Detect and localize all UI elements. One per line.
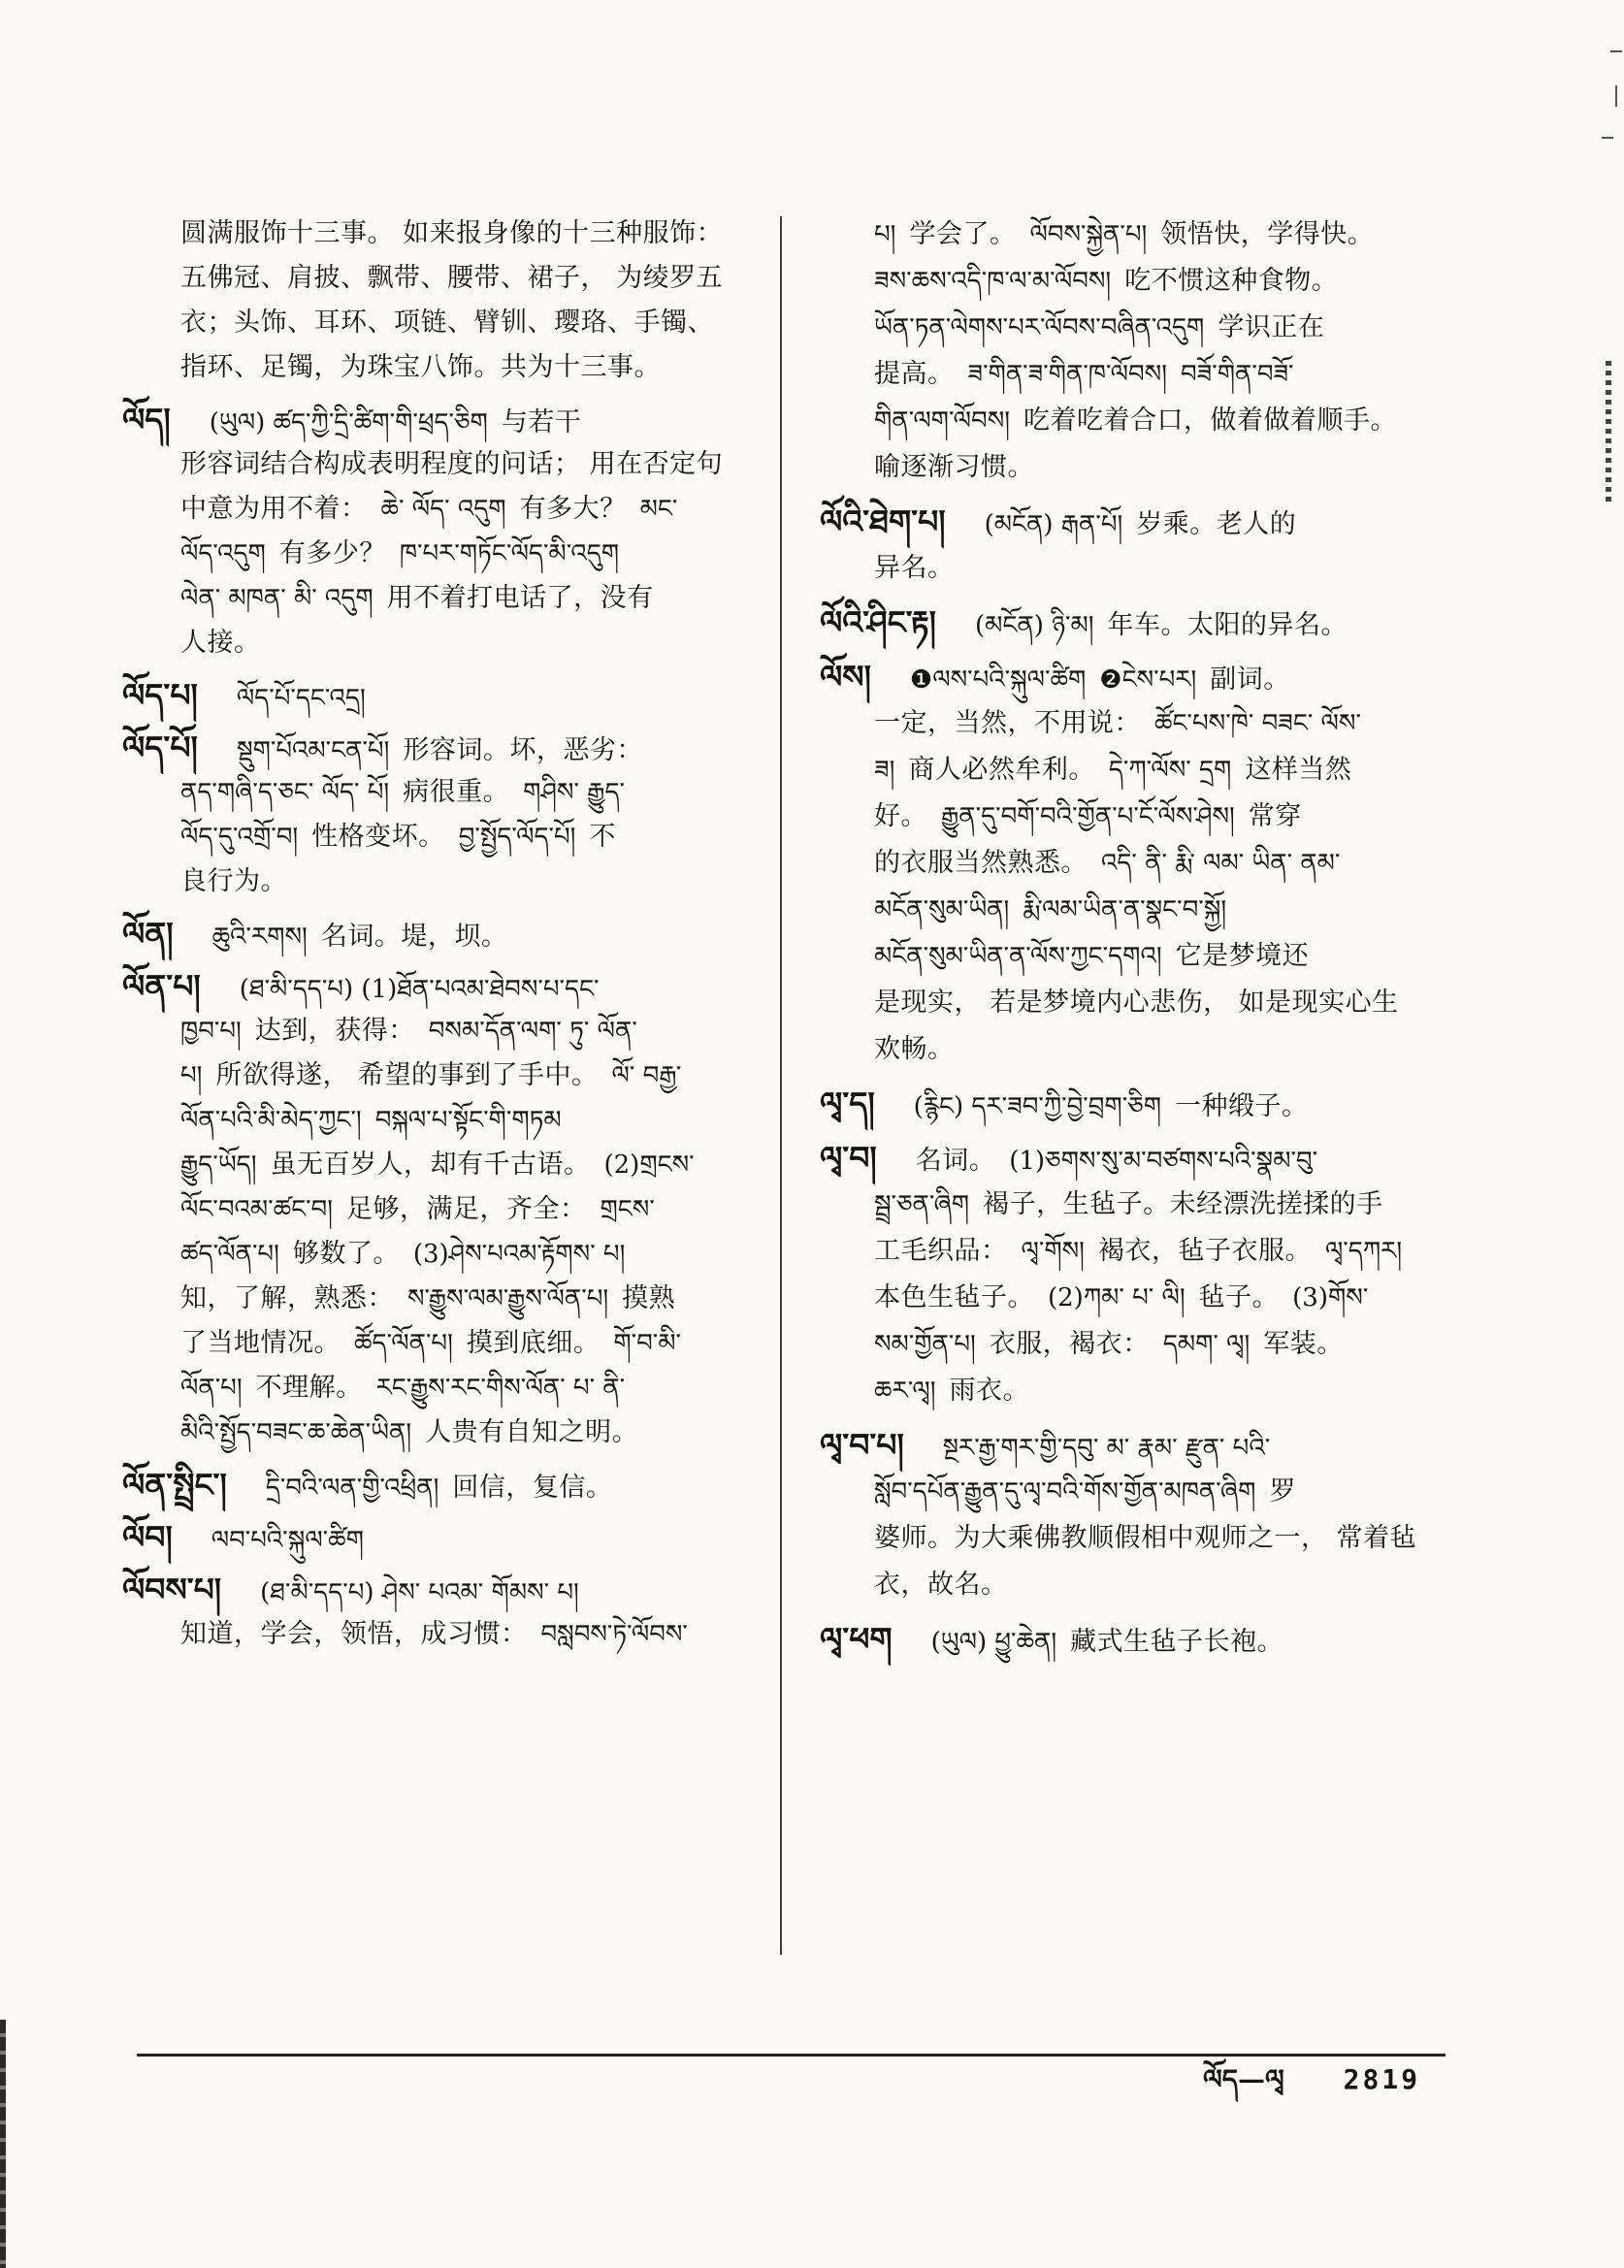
chinese-text: 的衣服当然熟悉。 [874, 848, 1088, 878]
text-line [122, 211, 766, 256]
text-line [820, 1275, 1450, 1321]
chinese-text: 学会了。 [909, 219, 1017, 249]
entry-head-line [122, 964, 766, 1009]
chinese-text: 中意为用不着： [180, 494, 368, 524]
tibetan-text: གྲངས་ [600, 1195, 655, 1224]
text-line [820, 1469, 1450, 1515]
text-line [820, 305, 1450, 351]
text-line [820, 351, 1450, 398]
entry-head-line [122, 1463, 766, 1507]
text-line [122, 256, 766, 301]
text-line [820, 1026, 1450, 1073]
chinese-text: 够数了。 [292, 1239, 400, 1269]
tibetan-text: ལོད་པོ་དང་འདྲ། [236, 684, 366, 713]
entry-head-line [820, 1135, 1450, 1182]
tibetan-text: རྒྱུད་ཡོད། [180, 1150, 257, 1180]
footer-rule [137, 2054, 1445, 2057]
entry-head-line [122, 673, 766, 718]
entry-head-line [122, 726, 766, 770]
tibetan-text: ཟ་གིན་ཟ་གིན་ཁ་ལོབས། [967, 360, 1168, 389]
headword: ལོད་པོ། [122, 729, 198, 766]
text-line [820, 1182, 1450, 1228]
chinese-text: 一定，当然，不用说： [874, 708, 1141, 738]
text-line [122, 532, 766, 576]
text-line [122, 345, 766, 390]
text-line [122, 1053, 766, 1098]
chinese-text: 这样当然 [1245, 755, 1352, 785]
tibetan-text: སྔར་རྒྱ་གར་གྱི་དབུ་ མ་ རྣམ་ རྫུན་ པའི་ [942, 1434, 1271, 1463]
chinese-text: 回信，复信。 [452, 1473, 613, 1503]
headword: ལྭ་བ་པ། [820, 1426, 904, 1464]
chinese-text: 不 [589, 822, 616, 852]
tibetan-text: སྦྲ་ཅན་ཞིག [874, 1190, 970, 1219]
chinese-text: 名词。 [915, 1146, 996, 1176]
tibetan-text: (3)ཤེས་པའམ་རྟོགས་ པ། [412, 1240, 626, 1269]
text-line [820, 211, 1450, 258]
text-line [820, 840, 1450, 887]
chinese-text: 人接。 [180, 628, 261, 658]
tibetan-text: སློབ་དཔོན་རྒྱུན་དུ་ལྭ་བའི་གོས་གྱོན་མཁན་ཞིག [874, 1477, 1256, 1507]
tibetan-text: གོ་བ་མི་ [613, 1329, 681, 1358]
chinese-text: 达到，获得： [254, 1016, 415, 1046]
text-line [820, 258, 1450, 305]
chinese-text: 提高。 [874, 359, 955, 389]
chinese-text: 一种缎子。 [1175, 1091, 1309, 1121]
chinese-text: 常穿 [1248, 801, 1302, 831]
headword: ལོའི་ཤིང་རྟ། [820, 603, 936, 641]
chinese-text: 形容词结合构成表明程度的问话； 用在否定句 [180, 449, 724, 479]
chinese-text: 了当地情况。 [180, 1328, 341, 1358]
headword: ལོད་པ། [122, 676, 198, 714]
chinese-text: 指环、足镯，为珠宝八饰。共为十三事。 [180, 352, 661, 382]
tibetan-text: དྲི་བའི་ལན་གྱི་འཕྲིན། [265, 1474, 439, 1503]
text-line [820, 980, 1450, 1026]
chinese-text: 罗 [1269, 1476, 1296, 1507]
entry-head-line [820, 499, 1450, 545]
tibetan-text: བསམ་དོན་ལག་ ཏུ་ ལོན་ [428, 1017, 637, 1046]
text-line [122, 1098, 766, 1143]
tibetan-text: ས་རྒྱུས་ལམ་རྒྱུས་ལོན་པ། [407, 1284, 609, 1313]
tibetan-text: རྒྱུན་དུ་བགོ་བའི་གྱོན་པ་ངོ་ལོས་ཤེས། [941, 802, 1235, 831]
tibetan-text: (རྙིང) དར་ཟབ་ཀྱི་བྱེ་བྲག་ཅིག [913, 1092, 1161, 1121]
tibetan-text: ནད་གཞི་ད་ཅང་ ལོད་ པོ། [180, 778, 390, 807]
entry-head-line [820, 599, 1450, 646]
chinese-text: 良行为。 [180, 866, 287, 896]
chinese-text: 衣服，褐衣： [989, 1329, 1150, 1359]
chinese-text: 毡子。 [1198, 1282, 1280, 1312]
chinese-text: 褐子，生毡子。未经漂洗搓揉的手 [983, 1189, 1383, 1219]
text-line [122, 815, 766, 859]
tibetan-text: བཟོ་གིན་བཟོ་ [1181, 360, 1294, 389]
chinese-text: 褐衣，毡子衣服。 [1097, 1236, 1312, 1266]
text-line [820, 1562, 1450, 1608]
text-line [820, 794, 1450, 840]
tibetan-text: (ཡུལ) ཕྱུ་ཆེན། [930, 1628, 1057, 1657]
chinese-text: 形容词。坏，恶劣： [403, 735, 643, 765]
left-column [122, 211, 766, 1705]
chinese-text: 藏式生毡子长袍。 [1070, 1627, 1284, 1657]
chinese-text: 是现实， 若是梦境内心悲伤， 如是现实心生 [874, 988, 1399, 1018]
text-line [122, 859, 766, 904]
tibetan-text: པ། [874, 220, 896, 249]
headword: ལོབས་པ། [122, 1571, 222, 1608]
headword: ལོན། [122, 915, 174, 953]
text-line [820, 444, 1450, 491]
chinese-text: 喻逐渐习惯。 [874, 452, 1034, 482]
tibetan-text: ལོབས་སྐྱེན་པ། [1029, 220, 1148, 249]
column-divider [780, 216, 782, 1955]
text-line [122, 1277, 766, 1321]
tibetan-text: ❶ལས་པའི་སྐུལ་ཚིག [909, 665, 1087, 695]
tibetan-text: ❷ངེས་པར། [1099, 665, 1197, 695]
tibetan-text: ལོང་བའམ་ཚང་བ། [180, 1195, 333, 1224]
chinese-text: 性格变坏。 [311, 822, 445, 852]
headword: ལོས། [820, 658, 871, 696]
chinese-text: 用不着打电话了，没有 [386, 583, 654, 613]
tibetan-text: ཡོན་ཏན་ལེགས་པར་ལོབས་བཞིན་འདུག [874, 313, 1205, 342]
tibetan-text: དེ་ཀ་ལོས་ དྲག [1108, 756, 1232, 785]
tibetan-text: (ཐ་མི་དད་པ) ཤེས་ པའམ་ གོམས་ པ། [260, 1578, 579, 1607]
right-column [820, 211, 1450, 1725]
chinese-text: 异名。 [874, 553, 955, 583]
headword: ལྭ་ཕག [820, 1620, 893, 1658]
tibetan-text: ལོན་པ། [180, 1374, 243, 1403]
text-line [820, 887, 1450, 933]
chinese-text: 摸到底细。 [466, 1328, 601, 1358]
chinese-text: 有多大？ [519, 494, 627, 524]
tibetan-text: མང་ [639, 495, 678, 524]
entry-head-line [122, 398, 766, 442]
tibetan-text: དམག་ ལྭ། [1162, 1330, 1250, 1359]
text-line [122, 1410, 766, 1455]
tibetan-text: ཆུའི་རགས། [211, 923, 308, 952]
tibetan-text: ལོད་འདུག [180, 539, 266, 568]
entry-head-line [122, 1515, 766, 1560]
entry-head-line [122, 912, 766, 956]
scan-artifact [1615, 85, 1617, 107]
headword: ལོའི་ཐེག་པ། [820, 502, 946, 540]
chinese-text: 名词。堤，坝。 [320, 922, 508, 952]
entry-head-line [820, 654, 1450, 700]
text-line [122, 770, 766, 815]
tibetan-text: མངོན་སུམ་ཡིན་ན་ལོས་ཀྱང་དགའ། [874, 942, 1162, 971]
chinese-text: 人贵有自知之明。 [425, 1417, 639, 1447]
text-line [122, 1009, 766, 1053]
text-line [820, 1515, 1450, 1562]
entry-head-line [122, 1568, 766, 1612]
entry-head-line [820, 1616, 1450, 1663]
chinese-text: 年车。太阳的异名。 [1107, 610, 1348, 640]
tibetan-text: བསླབས་ཏེ་ལོབས་ [540, 1620, 688, 1649]
tibetan-text: ལེན་ མཁན་ མི་ འདུག [180, 584, 374, 613]
tibetan-text: ཚོང་པས་ཁེ་ བཟང་ ལོས་ [1154, 709, 1361, 738]
tibetan-text: ཁྱབ་པ། [180, 1017, 242, 1046]
chinese-text: 吃着吃着合口，做着做着顺手。 [1023, 405, 1398, 436]
tibetan-text: (1)ཅགས་སུ་མ་བཙགས་པའི་སྣམ་བུ་ [1009, 1147, 1318, 1176]
tibetan-text: རང་རྒྱུས་རང་གིས་ལོན་ པ་ ནི་ [375, 1374, 626, 1403]
chinese-text: 它是梦境还 [1175, 941, 1310, 971]
tibetan-text: ཚད་ལོན་པ། [180, 1240, 279, 1269]
chinese-text: 岁乘。老人的 [1136, 509, 1297, 539]
chinese-text: 工毛织品： [874, 1236, 1008, 1266]
chinese-text: 知道，学会，领悟，成习惯： [180, 1619, 528, 1649]
chinese-text: 所欲得遂， 希望的事到了手中。 [215, 1060, 599, 1090]
tibetan-text: ཆེ་ ལོད་ འདུག [380, 495, 506, 524]
headword-range: ལོད—ལྭ [1203, 2063, 1284, 2095]
text-line [820, 1321, 1450, 1368]
chinese-text: 衣；头饰、耳环、项链、臂钏、璎珞、手镯、 [180, 308, 714, 338]
tibetan-text: གིན་ལག་ལོབས། [874, 406, 1011, 436]
scan-artifact [1606, 361, 1611, 506]
text-line [122, 301, 766, 345]
tibetan-text: ལོད་དུ་འགྲོ་བ། [180, 823, 299, 852]
text-line [122, 576, 766, 621]
tibetan-text: (2)ཀམ་ པ་ ལི། [1048, 1283, 1186, 1312]
tibetan-text: གཤིས་ རྒྱུད་ [523, 778, 626, 807]
chinese-text: 学识正在 [1218, 312, 1325, 342]
tibetan-text: མངོན་སུམ་ཡིན། [874, 895, 1010, 924]
chinese-text: 衣，故名。 [874, 1570, 1008, 1600]
chinese-text: 商人必然牟利。 [908, 755, 1095, 785]
tibetan-text: (མངོན) ཉི་མ། [974, 611, 1094, 640]
tibetan-text: པ། [180, 1061, 203, 1090]
chinese-text: 吃不惯这种食物。 [1124, 266, 1339, 296]
text-line [122, 487, 766, 532]
tibetan-text: ལྭ་དཀར། [1324, 1237, 1403, 1266]
text-line [820, 933, 1450, 980]
tibetan-text: ཟས་ཆས་འདི་ཁ་ལ་མ་ལོབས། [874, 267, 1112, 296]
text-line [122, 442, 766, 487]
scan-artifact [0, 2020, 6, 2268]
chinese-text: 足够，满足，齐全： [346, 1194, 587, 1224]
tibetan-text: (མངོན) རྒན་པོ། [984, 510, 1123, 539]
headword: ལོན་པ། [122, 967, 201, 1005]
chinese-text: 军装。 [1263, 1329, 1344, 1359]
text-line [820, 747, 1450, 794]
chinese-text: 知，了解，熟悉： [180, 1283, 394, 1313]
chinese-text: 病很重。 [403, 777, 510, 807]
chinese-text: 摸熟 [622, 1283, 676, 1313]
chinese-text: 有多少？ [278, 538, 386, 568]
headword: ལྭ་བ། [820, 1139, 877, 1177]
tibetan-text: རྨི་ལམ་ཡིན་ན་སྣང་བ་སྐྱོ། [1023, 895, 1227, 924]
text-line [122, 1366, 766, 1410]
tibetan-text: ལབ་པའི་སྐུལ་ཚིག [211, 1526, 364, 1555]
tibetan-text: ཟ། [874, 756, 895, 785]
chinese-text: 好。 [874, 801, 927, 831]
tibetan-text: བསྐལ་པ་སྟོང་གི་གཏམ [374, 1106, 562, 1135]
text-line [122, 1612, 766, 1657]
chinese-text: 欢畅。 [874, 1034, 955, 1064]
tibetan-text: (3)གོས་ [1292, 1283, 1369, 1312]
text-line [122, 1232, 766, 1277]
page-number: 2819 [1343, 2063, 1421, 2095]
chinese-text: 五佛冠、肩披、飘带、腰带、裙子， 为绫罗五 [180, 263, 724, 293]
tibetan-text: ཚོད་ལོན་པ། [354, 1329, 453, 1358]
chinese-text: 雨衣。 [949, 1376, 1030, 1406]
text-line [122, 1187, 766, 1232]
tibetan-text: འདི་ ནི་ རྨི་ ལམ་ ཡིན་ ནམ་ [1101, 849, 1341, 878]
text-line [820, 1228, 1450, 1275]
headword: ལོད། [122, 401, 171, 438]
tibetan-text: (ཡུལ) ཚད་ཀྱི་དྲི་ཚིག་གི་ཕྲད་ཅིག [209, 408, 488, 437]
chinese-text: 圆满服饰十三事。 如来报身像的十三种服饰： [180, 218, 724, 248]
tibetan-text: (ཐ་མི་དད་པ) (1)ཐོན་པའམ་ཐེབས་པ་དང་ [239, 975, 600, 1004]
tibetan-text: མིའི་སྤྱོད་བཟང་ཆ་ཆེན་ཡིན། [180, 1418, 412, 1447]
tibetan-text: (2)གྲངས་ [603, 1150, 695, 1180]
text-line [122, 1321, 766, 1366]
tibetan-text: སམ་གྱོན་པ། [874, 1330, 976, 1359]
tibetan-text: ལོན་པའི་མི་མེད་ཀྱང་། [180, 1106, 362, 1135]
entry-head-line [820, 1422, 1450, 1469]
tibetan-text: སྡུག་པོའམ་ངན་པོ། [236, 736, 390, 765]
text-line [122, 1143, 766, 1187]
chinese-text: 婆师。为大乘佛教顺假相中观师之一， 常着毡 [874, 1523, 1417, 1553]
headword: ལོབ། [122, 1518, 173, 1556]
chinese-text: 与若干 [501, 407, 582, 437]
chinese-text: 副词。 [1210, 664, 1290, 695]
tibetan-text: ལོ་ བརྒྱ་ [611, 1061, 682, 1090]
tibetan-text: ཆར་ལྭ། [874, 1377, 936, 1406]
scan-artifact [1610, 50, 1622, 52]
chinese-text: 本色生毡子。 [874, 1282, 1034, 1312]
text-line [820, 545, 1450, 592]
headword: ལོན་སྤྲིང་། [122, 1466, 227, 1504]
chinese-text: 虽无百岁人，却有千古语。 [270, 1150, 591, 1180]
text-line [820, 700, 1450, 747]
tibetan-text: ལྭ་གོས། [1021, 1237, 1085, 1266]
chinese-text: 领悟快，学得快。 [1160, 219, 1375, 249]
entry-head-line [820, 1081, 1450, 1127]
text-line [820, 398, 1450, 444]
text-line [122, 621, 766, 665]
headword: ལྭ་ད། [820, 1085, 875, 1122]
tibetan-text: ཁ་པར་གཏོང་ལོད་མི་འདུག [399, 539, 620, 568]
text-line [820, 1368, 1450, 1414]
tibetan-text: བྱ་སྤྱོད་ལོད་པོ། [458, 823, 576, 852]
chinese-text: 不理解。 [255, 1373, 363, 1403]
scan-artifact [1602, 137, 1613, 139]
page-footer [1203, 2058, 1420, 2101]
